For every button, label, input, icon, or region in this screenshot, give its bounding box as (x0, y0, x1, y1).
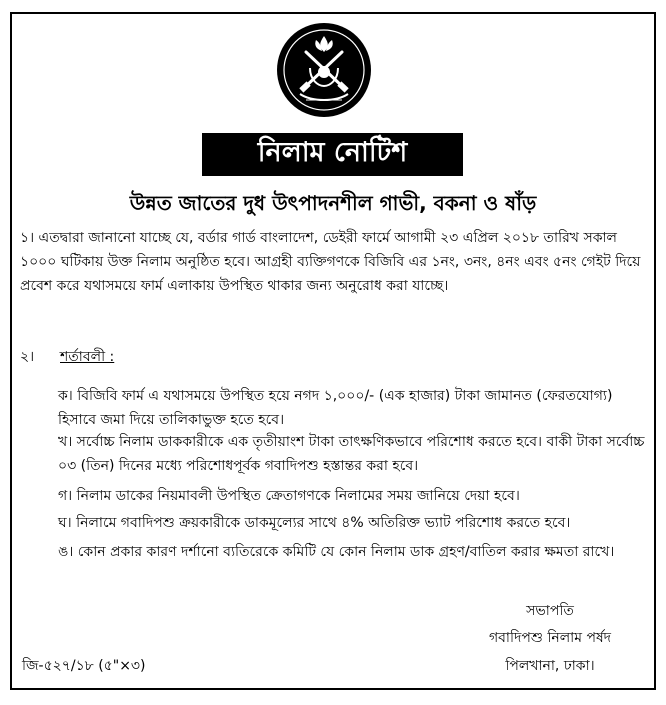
notice-title: নিলাম নোটিশ (202, 133, 463, 176)
signatory-place: পিলখানা, ঢাকা। (505, 658, 595, 674)
conditions-heading-row (20, 345, 644, 369)
signatory-organization: গবাদিপশু নিলাম পর্ষদ (488, 630, 612, 646)
condition-item: ঙ। কোন প্রকার কারণ দর্শানো ব্যতিরেকে কমিটি যে কোন নিলাম ডাক গ্রহণ/বাতিল করার ক্ষমতা রাখে। (58, 544, 615, 560)
notice-subtitle: উন্নত জাতের দুধ উৎপাদনশীল গাভী, বকনা ও ষাঁড় (129, 191, 537, 215)
condition-item: ক। বিজিবি ফার্ম এ যথাসময়ে উপস্থিত হয়ে নগদ ১,০০০/- (এক হাজার) টাকা জামানত (ফেরতযোগ্য) হিসাবে জমা দিয়ে তালিকাভুক্ত হতে হবে। (58, 388, 613, 428)
paragraph-2-number: ২। (20, 349, 35, 365)
condition-item: গ। নিলাম ডাকের নিয়মাবলী উপস্থিত ক্রেতাগণকে নিলামের সময় জানিয়ে দেয়া হবে। (58, 488, 520, 504)
paragraph-1: ১। এতদ্বারা জানানো যাচ্ছে যে, বর্ডার গার্ড বাংলাদেশ, ডেইরী ফার্মে আগামী ২৩ এপ্রিল ২০১৮ তারিখ সকাল ১০০০ ঘটিকায় উক্ত নিলাম অনুষ্ঠিত হবে। আগ্রহী ব্যক্তিগণকে বিজিবি এর ১নং, ৩নং, ৪নং এবং ৫নং গেইট দিয়ে প্রবেশ করে যথাসময়ে ফার্ম এলাকায় উপস্থিত থাকার জন্য অনুরোধ করা যাচ্ছে। (20, 230, 641, 294)
reference-code: জি-৫২৭/১৮ (৫"×৩) (22, 658, 146, 674)
signatory-title: সভাপতি (526, 603, 574, 619)
conditions-heading: শর্তাবলী : (60, 349, 115, 365)
condition-item: ঘ। নিলামে গবাদিপশু ক্রয়কারীকে ডাকমূল্যের সাথে ৪% অতিরিক্ত ভ্যাট পরিশোধ করতে হবে। (58, 515, 571, 531)
bgb-emblem-icon (276, 22, 372, 118)
condition-item: খ। সর্বোচ্চ নিলাম ডাককারীকে এক তৃতীয়াংশ টাকা তাৎক্ষণিকভাবে পরিশোধ করতে হবে। বাকী টাকা সর্বোচ্চ ০৩ (তিন) দিনের মধ্যে পরিশোধপূর্বক গবাদিপশু হস্তান্তর করা হবে। (58, 434, 645, 474)
